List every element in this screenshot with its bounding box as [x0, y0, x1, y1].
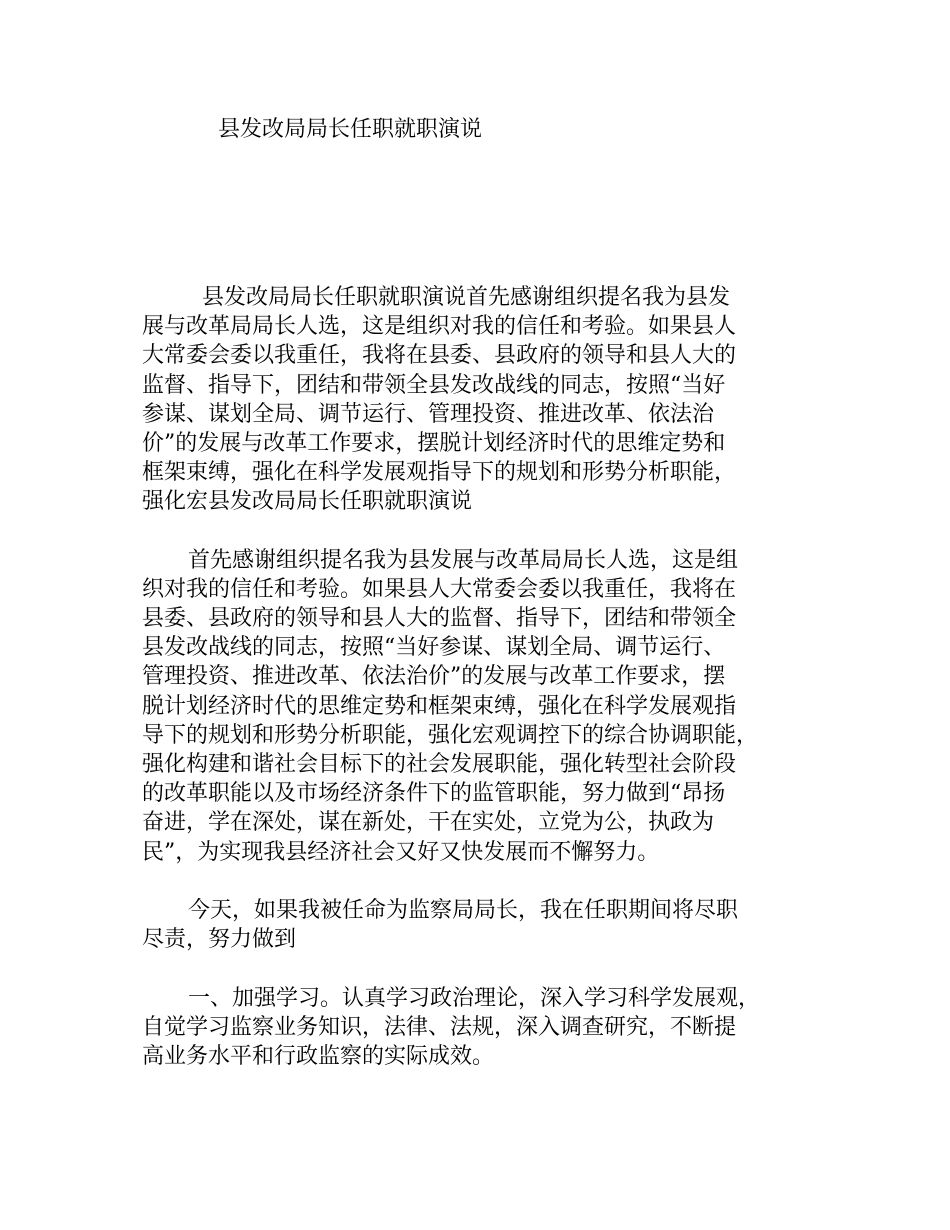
paragraph-gap — [142, 954, 832, 983]
text-line: 县发改局局长任职就职演说首先感谢组织提名我为县发 — [202, 285, 731, 310]
text-line: 奋进，学在深处，谋在新处，干在实处，立党为公，执政为 — [142, 810, 715, 836]
text-line: 民”，为实现我县经济社会又好又快发展而不懈努力。 — [142, 839, 660, 865]
text-line: 的改革职能以及市场经济条件下的监管职能，努力做到“昂扬 — [142, 781, 726, 807]
text-line: 强化宏县发改局局长任职就职演说 — [142, 489, 473, 515]
text-line: 脱计划经济时代的思维定势和框架束缚，强化在科学发展观指 — [142, 693, 737, 719]
text-line: 参谋、谋划全局、调节运行、管理投资、推进改革、依法治 — [142, 401, 715, 427]
text-line: 织对我的信任和考验。如果县人大常委会委以我重任，我将在 — [142, 576, 737, 602]
text-line: 县发改战线的同志，按照“当好参谋、谋划全局、调节运行、 — [142, 635, 726, 661]
document-body — [142, 283, 832, 1071]
document-title: 县发改局局长任职就职演说 — [218, 117, 483, 142]
paragraph-2 — [142, 546, 832, 867]
text-line: 今天，如果我被任命为监察局局长，我在任职期间将尽职 — [188, 897, 739, 923]
text-line: 大常委会委以我重任，我将在县委、县政府的领导和县人大的 — [142, 343, 737, 369]
text-line: 展与改革局局长人选，这是组织对我的信任和考验。如果县人 — [142, 314, 737, 340]
text-line: 自觉学习监察业务知识，法律、法规，深入调查研究，不断提 — [142, 1014, 737, 1040]
text-line: 首先感谢组织提名我为县发展与改革局局长人选，这是组 — [188, 547, 739, 573]
paragraph-3 — [142, 896, 832, 954]
text-line: 一、加强学习。认真学习政治理论，深入学习科学发展观， — [188, 985, 761, 1011]
text-line: 框架束缚，强化在科学发展观指导下的规划和形势分析职能， — [142, 460, 737, 486]
text-line: 县委、县政府的领导和县人大的监督、指导下，团结和带领全 — [142, 606, 737, 632]
text-line: 强化构建和谐社会目标下的社会发展职能，强化转型社会阶段 — [142, 752, 737, 777]
text-line: 高业务水平和行政监察的实际成效。 — [142, 1043, 495, 1069]
paragraph-gap — [142, 517, 832, 546]
text-line: 导下的规划和形势分析职能，强化宏观调控下的综合协调职能， — [142, 722, 759, 748]
text-line: 价”的发展与改革工作要求，摆脱计划经济时代的思维定势和 — [142, 430, 726, 456]
text-line: 管理投资、推进改革、依法治价”的发展与改革工作要求，摆 — [142, 664, 726, 690]
text-line: 尽责，努力做到 — [142, 927, 297, 953]
paragraph-4 — [142, 984, 832, 1072]
text-line: 监督、指导下，团结和带领全县发改战线的同志，按照“当好 — [142, 372, 726, 398]
paragraph-1 — [142, 283, 832, 517]
paragraph-gap — [142, 867, 832, 896]
